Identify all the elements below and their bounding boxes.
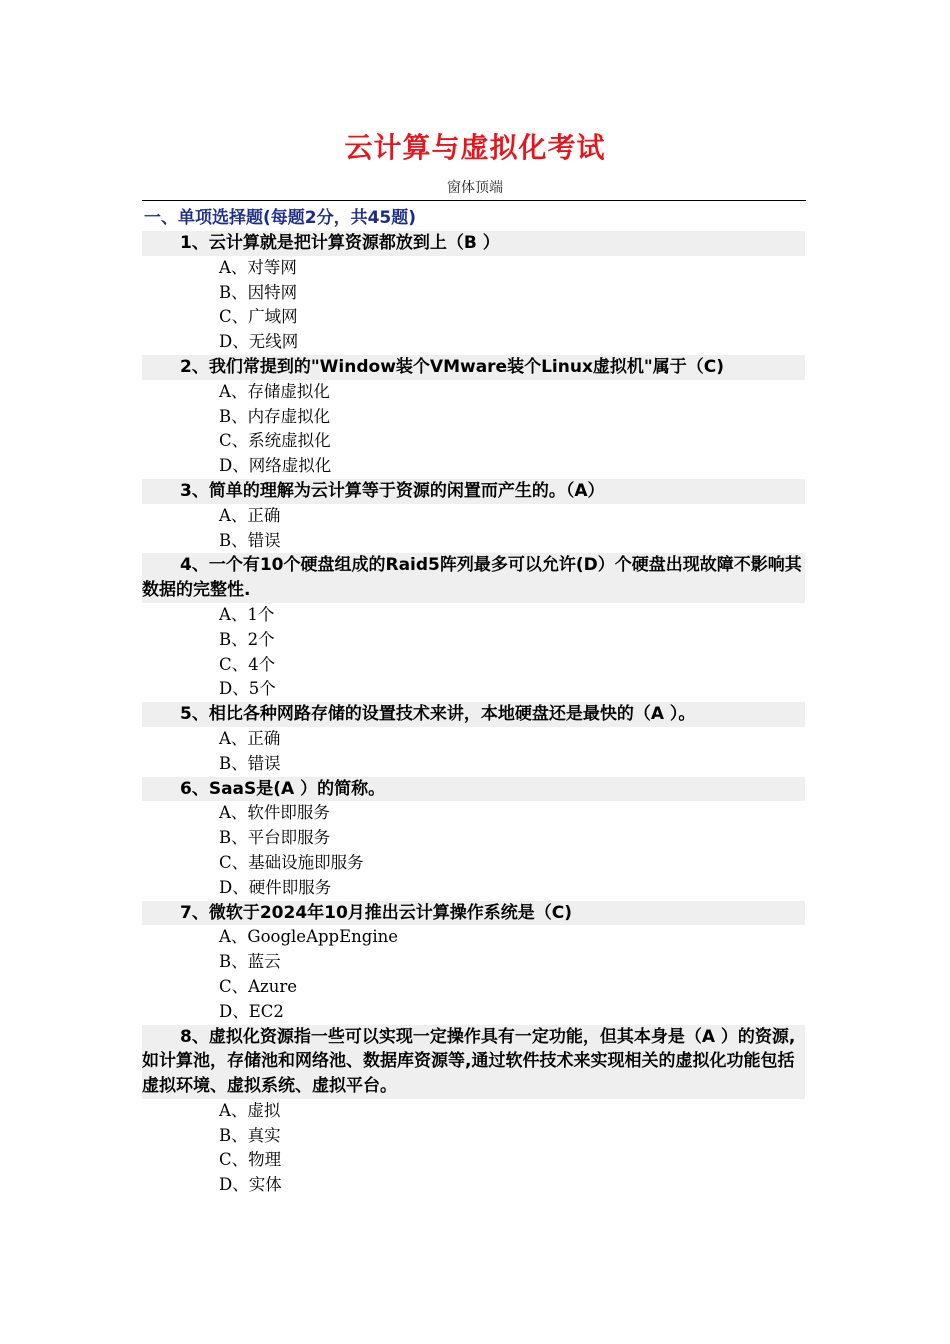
document-title: 云计算与虚拟化考试 [344,131,606,164]
option-6c: C、基础设施即服务 [219,852,364,872]
section-heading: 一、单项选择题(每题2分，共45题) [144,208,417,228]
option-6d: D、硬件即服务 [219,877,332,897]
option-8a: A、虚拟 [219,1100,281,1120]
option-7a: A、GoogleAppEngine [219,927,399,947]
question-8: 8、虚拟化资源指一些可以实现一定操作具有一定功能，但其本身是（A ）的资源,如计算池，存储池和网络池、数据库资源等,通过软件技术来实现相关的虚拟化功能包括虚拟环境、虚拟系统、虚拟平台。 [142,1025,805,1099]
option-1b: B、因特网 [219,282,298,302]
option-5a: A、正确 [219,728,281,748]
option-7d: D、EC2 [219,1001,284,1021]
option-2c: C、系统虚拟化 [219,431,331,451]
option-2a: A、存储虚拟化 [219,381,330,401]
question-5: 5、相比各种网路存储的设置技术来讲，本地硬盘还是最快的（A ）。 [142,702,805,727]
option-6b: B、平台即服务 [219,828,331,848]
option-1d: D、无线网 [219,332,299,352]
option-4b: B、2个 [219,629,275,649]
option-7c: C、Azure [219,976,298,996]
option-1a: A、对等网 [219,257,297,277]
option-5b: B、错误 [219,753,281,773]
option-8d: D、实体 [219,1175,282,1195]
question-6: 6、SaaS是(A ）的简称。 [142,777,805,802]
question-7: 7、微软于2024年10月推出云计算操作系统是（C) [142,901,805,926]
option-7b: B、蓝云 [219,952,281,972]
question-2: 2、我们常提到的"Window装个VMware装个Linux虚拟机"属于（C) [142,355,805,380]
option-8b: B、真实 [219,1125,281,1145]
option-2d: D、网络虚拟化 [219,456,332,476]
option-1c: C、广域网 [219,307,298,327]
option-3a: A、正确 [219,505,281,525]
option-6a: A、软件即服务 [219,803,330,823]
form-top-label: 窗体顶端 [447,180,503,196]
option-2b: B、内存虚拟化 [219,406,331,426]
option-4d: D、5个 [219,679,276,699]
header-divider [142,200,806,201]
question-3: 3、简单的理解为云计算等于资源的闲置而产生的。（A） [142,479,805,504]
question-1: 1、云计算就是把计算资源都放到上（B ） [142,231,805,256]
option-4a: A、1个 [219,604,275,624]
question-4: 4、一个有10个硬盘组成的Raid5阵列最多可以允许(D）个硬盘出现故障不影响其数据的完整性. [142,553,805,603]
option-4c: C、4个 [219,654,276,674]
option-3b: B、错误 [219,530,281,550]
question-list [142,231,805,1198]
option-8c: C、物理 [219,1150,282,1170]
